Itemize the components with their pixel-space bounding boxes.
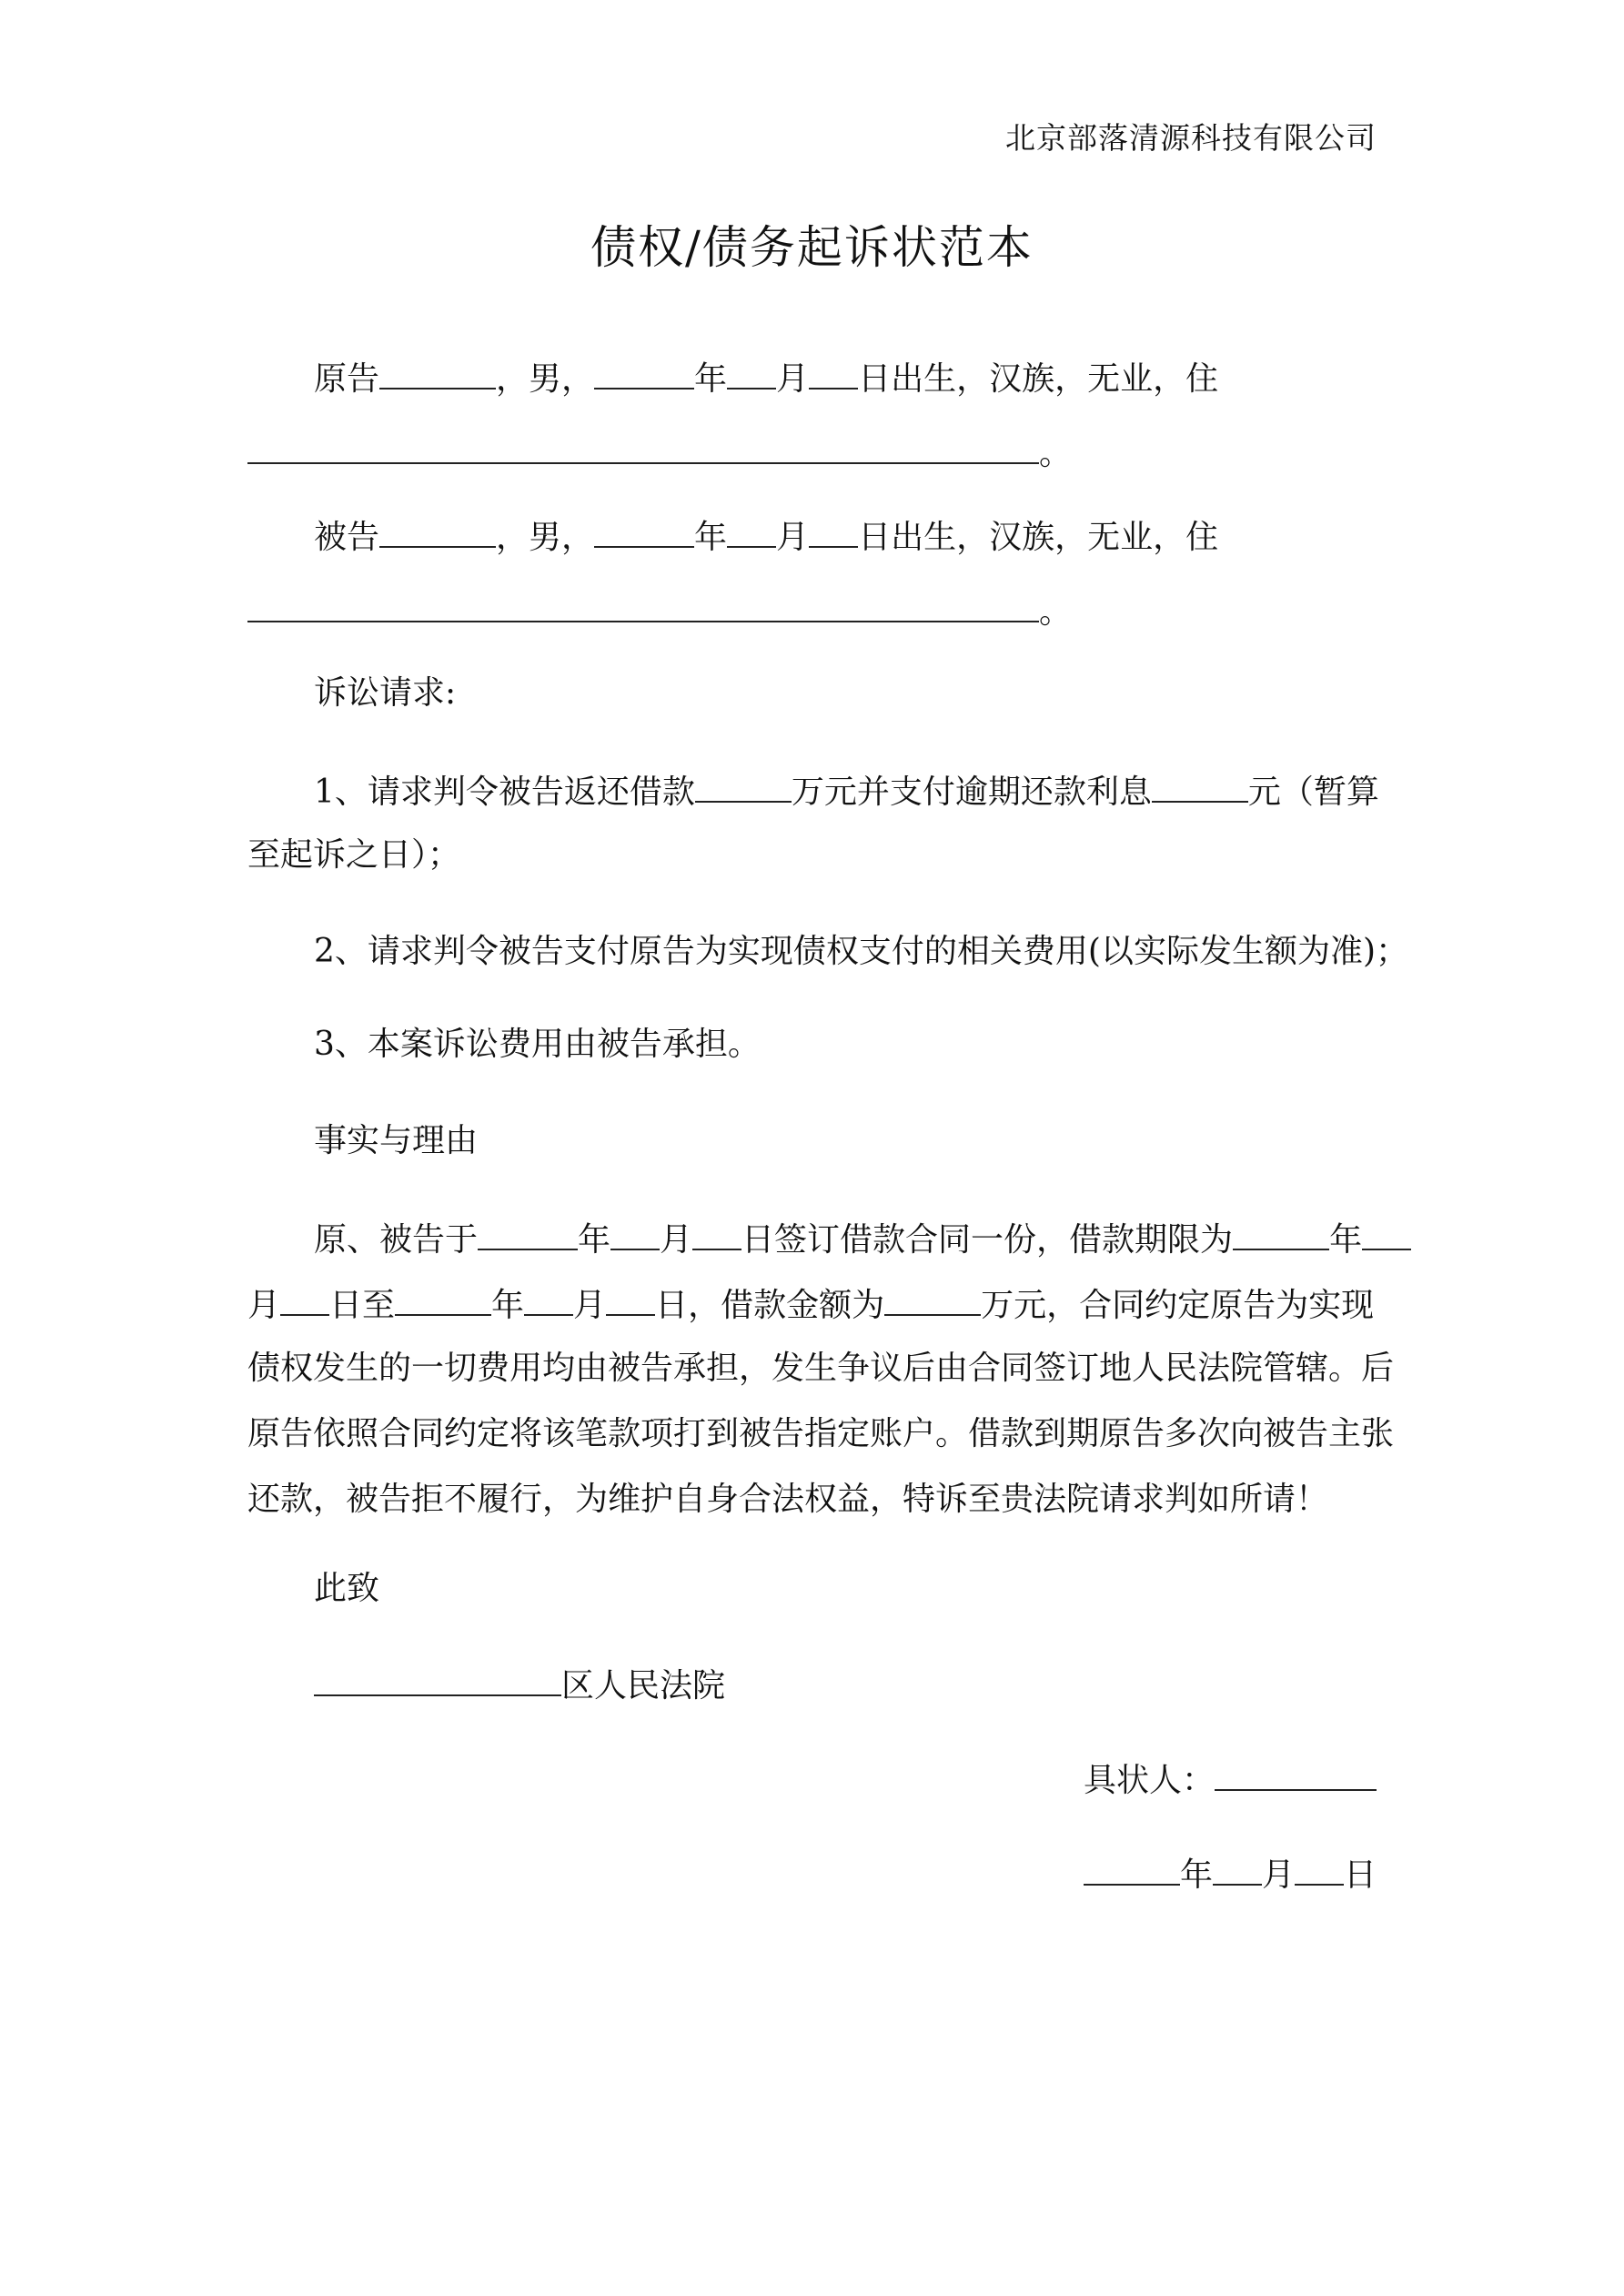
defendant-address-blank <box>247 590 1039 622</box>
defendant-birth-text: 日出生，汉族，无业，住 <box>858 519 1219 556</box>
plaintiff-birth-month-blank <box>727 357 776 389</box>
facts-l1-c: 月 <box>660 1221 693 1259</box>
document-title: 债权/债务起诉状范本 <box>590 221 1034 274</box>
date-line <box>1084 1853 1377 1896</box>
date-year-text: 年 <box>1179 1856 1213 1894</box>
term-start-month-blank <box>1362 1218 1411 1250</box>
claim-1-interest-blank <box>1152 770 1248 803</box>
plaintiff-month-text: 月 <box>776 360 810 398</box>
date-day-blank <box>1295 1853 1344 1886</box>
plaintiff-birth-day-blank <box>809 357 858 389</box>
plaintiff-year-text: 年 <box>694 360 728 398</box>
claim-1-prefix: 1、请求判令被告返还借款 <box>314 774 695 811</box>
defendant-birth-month-blank <box>727 515 776 548</box>
plaintiff-address-blank <box>247 431 1039 464</box>
salutation: 此致 <box>314 1570 380 1607</box>
defendant-year-text: 年 <box>694 519 728 556</box>
date-month-text: 月 <box>1261 1856 1295 1894</box>
claim-1 <box>314 770 1379 813</box>
facts-line-1 <box>314 1218 1411 1260</box>
facts-l1-a: 原、被告于 <box>314 1221 479 1259</box>
plaintiff-label: 原告 <box>314 360 380 398</box>
term-start-year-blank <box>1233 1218 1329 1250</box>
facts-l2-e: 日，借款金额为 <box>655 1287 885 1324</box>
date-month-blank <box>1213 1853 1262 1886</box>
loan-amount-blank <box>884 1283 981 1316</box>
contract-day-blank <box>692 1218 741 1250</box>
claim-1-suffix: 元（暂算 <box>1247 774 1379 811</box>
defendant-address-end: 。 <box>1039 593 1073 631</box>
court-line <box>314 1664 725 1706</box>
defendant-line <box>314 515 1218 558</box>
claim-3: 3、本案诉讼费用由被告承担。 <box>314 1026 761 1063</box>
defendant-month-text: 月 <box>776 519 810 556</box>
facts-l1-b: 年 <box>578 1221 611 1259</box>
plaintiff-birth-text: 日出生，汉族，无业，住 <box>858 360 1219 398</box>
term-end-day-blank <box>606 1283 655 1316</box>
defendant-birth-year-blank <box>594 515 694 548</box>
signer-blank <box>1215 1758 1377 1791</box>
facts-l1-d: 日签订借款合同一份，借款期限为 <box>741 1221 1234 1259</box>
facts-line-4: 原告依照合同约定将该笔款项打到被告指定账户。借款到期原告多次向被告主张 <box>247 1415 1395 1452</box>
claim-1-continued: 至起诉之日）； <box>247 836 461 874</box>
term-start-day-blank <box>280 1283 329 1316</box>
court-suffix: 区人民法院 <box>561 1667 726 1704</box>
defendant-address-line <box>247 590 1072 632</box>
facts-l2-a: 月 <box>247 1287 281 1324</box>
facts-line-3: 债权发生的一切费用均由被告承担，发生争议后由合同签订地人民法院管辖。后 <box>247 1350 1395 1387</box>
defendant-gender: ，男， <box>496 519 595 556</box>
defendant-label: 被告 <box>314 519 380 556</box>
defendant-name-blank <box>379 515 496 548</box>
defendant-birth-day-blank <box>809 515 858 548</box>
date-day-text: 日 <box>1343 1856 1377 1894</box>
facts-line-5: 还款，被告拒不履行，为维护自身合法权益，特诉至贵法院请求判如所请！ <box>247 1481 1329 1518</box>
facts-l2-f: 万元，合同约定原告为实现 <box>981 1287 1375 1324</box>
plaintiff-name-blank <box>379 357 496 389</box>
plaintiff-gender: ，男， <box>496 360 595 398</box>
facts-heading: 事实与理由 <box>314 1122 479 1159</box>
court-name-blank <box>314 1664 561 1696</box>
claim-1-amount-blank <box>695 770 792 803</box>
facts-l2-c: 年 <box>491 1287 525 1324</box>
term-end-month-blank <box>524 1283 573 1316</box>
contract-year-blank <box>478 1218 578 1250</box>
plaintiff-address-line <box>247 431 1072 474</box>
signer-label: 具状人： <box>1083 1762 1215 1799</box>
facts-l1-e: 年 <box>1329 1221 1363 1259</box>
plaintiff-line <box>314 357 1218 400</box>
plaintiff-birth-year-blank <box>594 357 694 389</box>
facts-line-2 <box>247 1283 1374 1326</box>
contract-month-blank <box>610 1218 660 1250</box>
term-end-year-blank <box>395 1283 491 1316</box>
claims-heading: 诉讼请求: <box>314 674 457 712</box>
claim-1-mid: 万元并支付逾期还款利息 <box>791 774 1152 811</box>
facts-l2-b: 日至 <box>329 1287 396 1324</box>
date-year-blank <box>1084 1853 1180 1886</box>
signer-line <box>1084 1758 1377 1801</box>
claim-2: 2、请求判令被告支付原告为实现债权支付的相关费用(以实际发生额为准)； <box>314 933 1408 970</box>
company-name: 北京部落清源科技有限公司 <box>1005 120 1377 156</box>
plaintiff-address-end: 。 <box>1039 435 1073 472</box>
facts-l2-d: 月 <box>573 1287 607 1324</box>
